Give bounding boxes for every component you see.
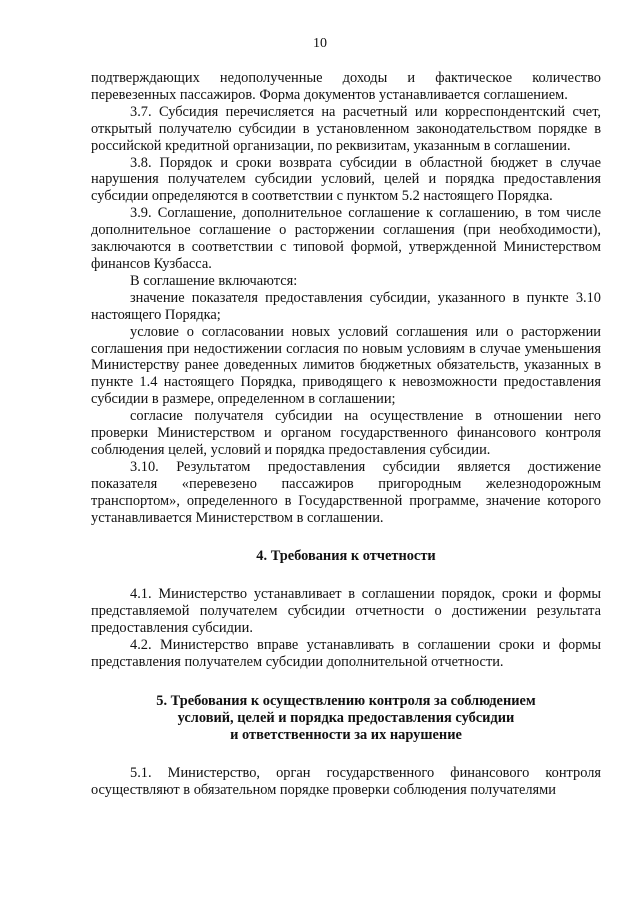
paragraph-3-10: 3.10. Результатом предоставления субсидии является достижение показателя «перевезено пассажиров пригородным железнодорожным транспортом», определенного в Государственной программе, значение которого устанавливается Министерством в соглашении.: [91, 458, 601, 526]
section-5-heading: [91, 693, 601, 744]
paragraph-3-8: 3.8. Порядок и сроки возврата субсидии в областной бюджет в случае нарушения получателем субсидии условий, целей и порядка предоставления субсидии определяются в соответствии с пунктом 5.2 настоящего Порядка.: [91, 154, 601, 205]
section-5-heading-line: 5. Требования к осуществлению контроля за соблюдением: [156, 692, 536, 709]
document-body: [91, 70, 601, 798]
section-4-heading: 4. Требования к отчетности: [256, 548, 436, 565]
paragraph-condition-renegotiation: условие о согласовании новых условий соглашения или о расторжении соглашения при недостижении согласия по новым условиям в случае уменьшения Министерству ранее доведенных лимитов бюджетных обязательств, указанных в пункте 1.4 настоящего Порядка, приводящего к невозможности предоставления субсидии в размере, определенном в соглашении;: [91, 323, 601, 408]
paragraph-agreement-includes: В соглашение включаются:: [130, 272, 298, 289]
page-number: 10: [313, 36, 327, 51]
section-5-heading-line: условий, целей и порядка предоставления субсидии: [177, 709, 515, 726]
paragraph-4-1: 4.1. Министерство устанавливает в соглашении порядок, сроки и формы представляемой получателем субсидии отчетности о достижении результата предоставления субсидии.: [91, 586, 601, 637]
paragraph-4-2: 4.2. Министерство вправе устанавливать в соглашении сроки и формы представления получателем субсидии дополнительной отчетности.: [91, 637, 601, 670]
paragraph-5-1: 5.1. Министерство, орган государственного финансового контроля осуществляют в обязательном порядке проверки соблюдения получателями: [91, 764, 601, 798]
section-5-heading-line: и ответственности за их нарушение: [230, 726, 462, 743]
paragraph-3-9: 3.9. Соглашение, дополнительное соглашение к соглашению, в том числе дополнительное соглашение о расторжении соглашения (при необходимости), заключаются в соответствии с типовой формой, утвержденной Министерством финансов Кузбасса.: [91, 205, 601, 272]
paragraph-indicator-value: значение показателя предоставления субсидии, указанного в пункте 3.10 настоящего Порядка;: [91, 289, 601, 323]
paragraph-continuation: подтверждающих недополученные доходы и фактическое количество перевезенных пассажиров. Форма документов устанавливается соглашением.: [91, 70, 601, 103]
paragraph-3-7: 3.7. Субсидия перечисляется на расчетный или корреспондентский счет, открытый получателю субсидии в установленном законодательством порядке в российской кредитной организации, по реквизитам, указанным в соглашении.: [91, 103, 601, 154]
paragraph-consent-inspection: согласие получателя субсидии на осуществление в отношении него проверки Министерством и органом государственного финансового контроля соблюдения целей, условий и порядка предоставления субсидии.: [91, 408, 601, 458]
